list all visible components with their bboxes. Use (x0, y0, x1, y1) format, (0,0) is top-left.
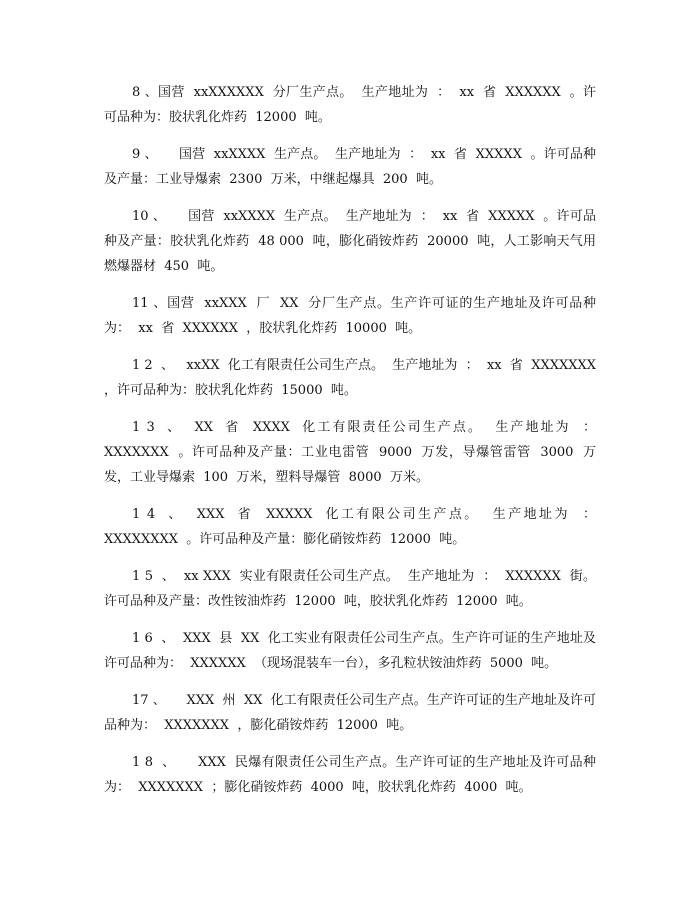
paragraph-item-12: 1 2 、 xxXX 化工有限责任公司生产点。 生产地址为 ： xx 省 XXXXXXX ，许可品种为：胶状乳化炸药 15000 吨。 (104, 358, 605, 398)
paragraph-item-8: 8 、国营 xxXXXXXX 分厂生产点。 生产地址为 ： xx 省 XXXXXX 。许可品种为：胶状乳化炸药 12000 吨。 (104, 85, 596, 125)
paragraph-item-10: 10 、 国营 xxXXXX 生产点。 生产地址为 ： xx 省 XXXXX 。许可品种及产量：胶状乳化炸药 48 000 吨，膨化硝铵炸药 20000 吨，人工影响天气用燃爆器材 450 吨。 (104, 209, 596, 274)
paragraph-item-16: 1 6 、 XXX 县 XX 化工实业有限责任公司生产点。生产许可证的生产地址及许可品种为： XXXXXX （现场混装车一台），多孔粒状铵油炸药 5000 吨。 (104, 631, 596, 671)
paragraph-item-13: 1 3 、 XX 省 XXXX 化工有限责任公司生产点。 生产地址为 ： XXXXXXX 。许可品种及产量：工业电雷管 9000 万发，导爆管雷管 3000 万发，工业导爆索 100 万米，塑料导爆管 8000 万米。 (104, 420, 605, 485)
paragraph-item-11: 11 、国营 xxXXX 厂 XX 分厂生产点。生产许可证的生产地址及许可品种为： xx 省 XXXXXX ，胶状乳化炸药 10000 吨。 (104, 296, 596, 336)
paragraph-item-14: 1 4 、 XXX 省 XXXXX 化工有限公司生产点。 生产地址为 ： XXXXXXXX 。许可品种及产量：膨化硝铵炸药 12000 吨。 (104, 507, 605, 547)
document-body (104, 80, 605, 800)
paragraph-item-18: 1 8 、 XXX 民爆有限责任公司生产点。生产许可证的生产地址及许可品种为： XXXXXXX ；膨化硝铵炸药 4000 吨，胶状乳化炸药 4000 吨。 (104, 755, 596, 795)
paragraph-item-9: 9 、 国营 xxXXXX 生产点。 生产地址为 ： xx 省 XXXXX 。许可品种及产量：工业导爆索 2300 万米，中继起爆具 200 吨。 (104, 147, 596, 187)
paragraph-item-15: 1 5 、 xx XXX 实业有限责任公司生产点。 生产地址为 ： XXXXXX 街。许可品种及产量：改性铵油炸药 12000 吨，胶状乳化炸药 12000 吨。 (104, 569, 596, 609)
paragraph-item-17: 17 、 XXX 州 XX 化工有限责任公司生产点。生产许可证的生产地址及许可品种为： XXXXXXX ，膨化硝铵炸药 12000 吨。 (104, 693, 596, 733)
